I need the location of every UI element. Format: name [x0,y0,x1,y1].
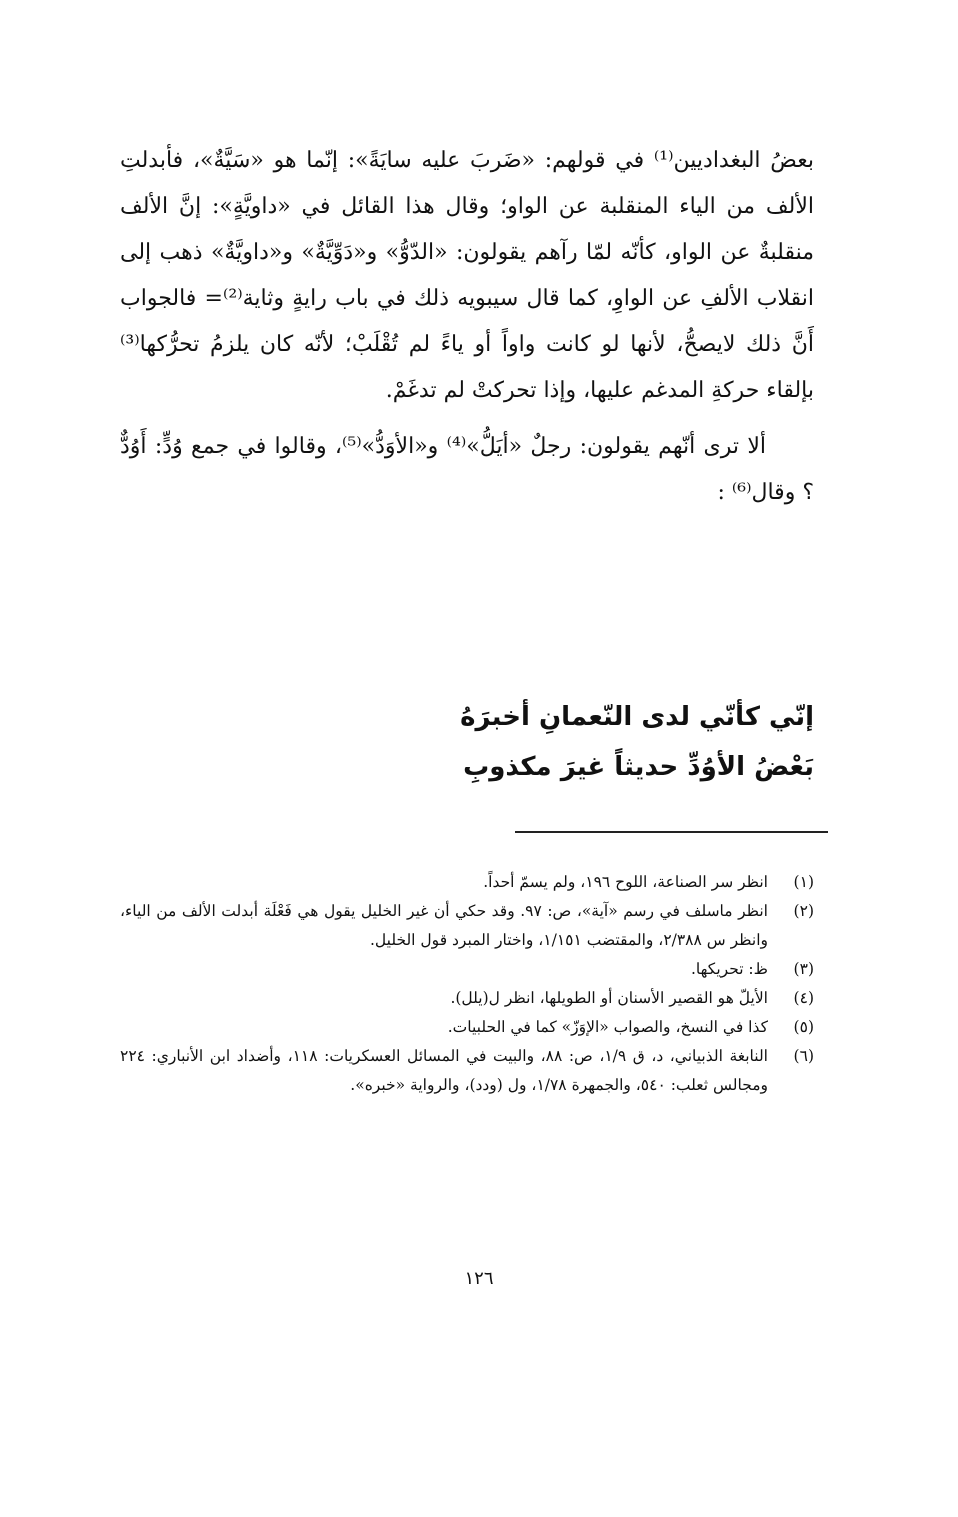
footnote-number: (٦) [793,1047,814,1065]
main-text [120,138,814,516]
footnote-number: (٣) [793,960,814,978]
page-number: ١٢٦ [464,1268,494,1289]
poem-verse [120,692,814,792]
poem-line-1: إنّي كأنّي لدى النّعمانِ أخبرَهُ [460,702,814,732]
footnote [120,897,814,955]
footnote-text: ظ: تحريكها. [690,960,768,978]
footnote-text: كذا في النسخ، والصواب «الإوَزّ» كما في الحلبيات. [447,1018,768,1036]
paragraph-2: ألا ترى أنّهم يقولون: رجلٌ «أيَلُّ»⁽⁴⁾ و«الأوَدُّ»⁽⁵⁾، وقالوا في جمع وُدٍّ: أَوُدٌّ ؟ وقال⁽⁶⁾ : [120,434,814,505]
footnote-text: النابغة الذبياني، د، ق ١/٩، ص: ٨٨، والبيت في المسائل العسكريات: ١١٨، وأضداد ابن الأنباري: ٢٢٤ ومجالس ثعلب: ٥٤٠، والجمهرة ١/٧٨، ول (ودد)، والرواية «خبره». [120,1047,768,1094]
footnotes-section [120,868,814,1100]
poem-line-2: بَعْضُ الأوُدِّ حديثاً غيرَ مكذوبِ [463,752,814,782]
footnote-divider [515,831,828,833]
paragraph-1: بعضُ البغداديين⁽¹⁾ في قولهم: «ضَربَ عليه سايَةً»: إنّما هو «سَيَّةٌ»، فأبدلتِ الألف من الياء المنقلبة عن الواو؛ وقال هذا القائل في «داويَّةٍ»: إنَّ الألف منقلبةٌ عن الواو، كأنّه لمّا رآهم يقولون: «الدّوُّ» و«دَوِّيَّةٌ» و«داويَّةٌ» ذهب إلى انقلاب الألفِ عن الواوِ، كما قال سيبويه ذلك في باب رايةٍ وثاية⁽²⁾= فالجواب أَنَّ ذلك لايصحُّ، لأنها لو كانت واواً أو ياءً لم تُقْلَبْ؛ لأنّه كان يلزمُ تحرُّكها⁽³⁾ بإلقاء حركةِ المدغم عليها، وإذا تحركتْ لم تدغَمْ. [120,148,814,403]
footnote-number: (٤) [793,989,814,1007]
footnote [120,1013,814,1042]
footnote [120,1042,814,1100]
footnote-text: الأيلّ هو القصير الأسنان أو الطويلها، انظر ل(يلل). [450,989,768,1007]
footnote [120,984,814,1013]
footnote-text: انظر ماسلف في رسم «آية»، ص: ٩٧. وقد حكي أن غير الخليل يقول هي فَعْلَة أبدلت الألف من الياء، وانظر س ٢/٣٨٨، والمقتضب ١/١٥١، واختار المبرد قول الخليل. [120,902,768,949]
footnote-text: انظر سر الصناعة، اللوح ١٩٦، ولم يسمّ أحداً. [483,873,768,891]
footnote-number: (٢) [793,902,814,920]
footnote [120,868,814,897]
footnote [120,955,814,984]
footnote-number: (١) [793,873,814,891]
footnote-number: (٥) [793,1018,814,1036]
